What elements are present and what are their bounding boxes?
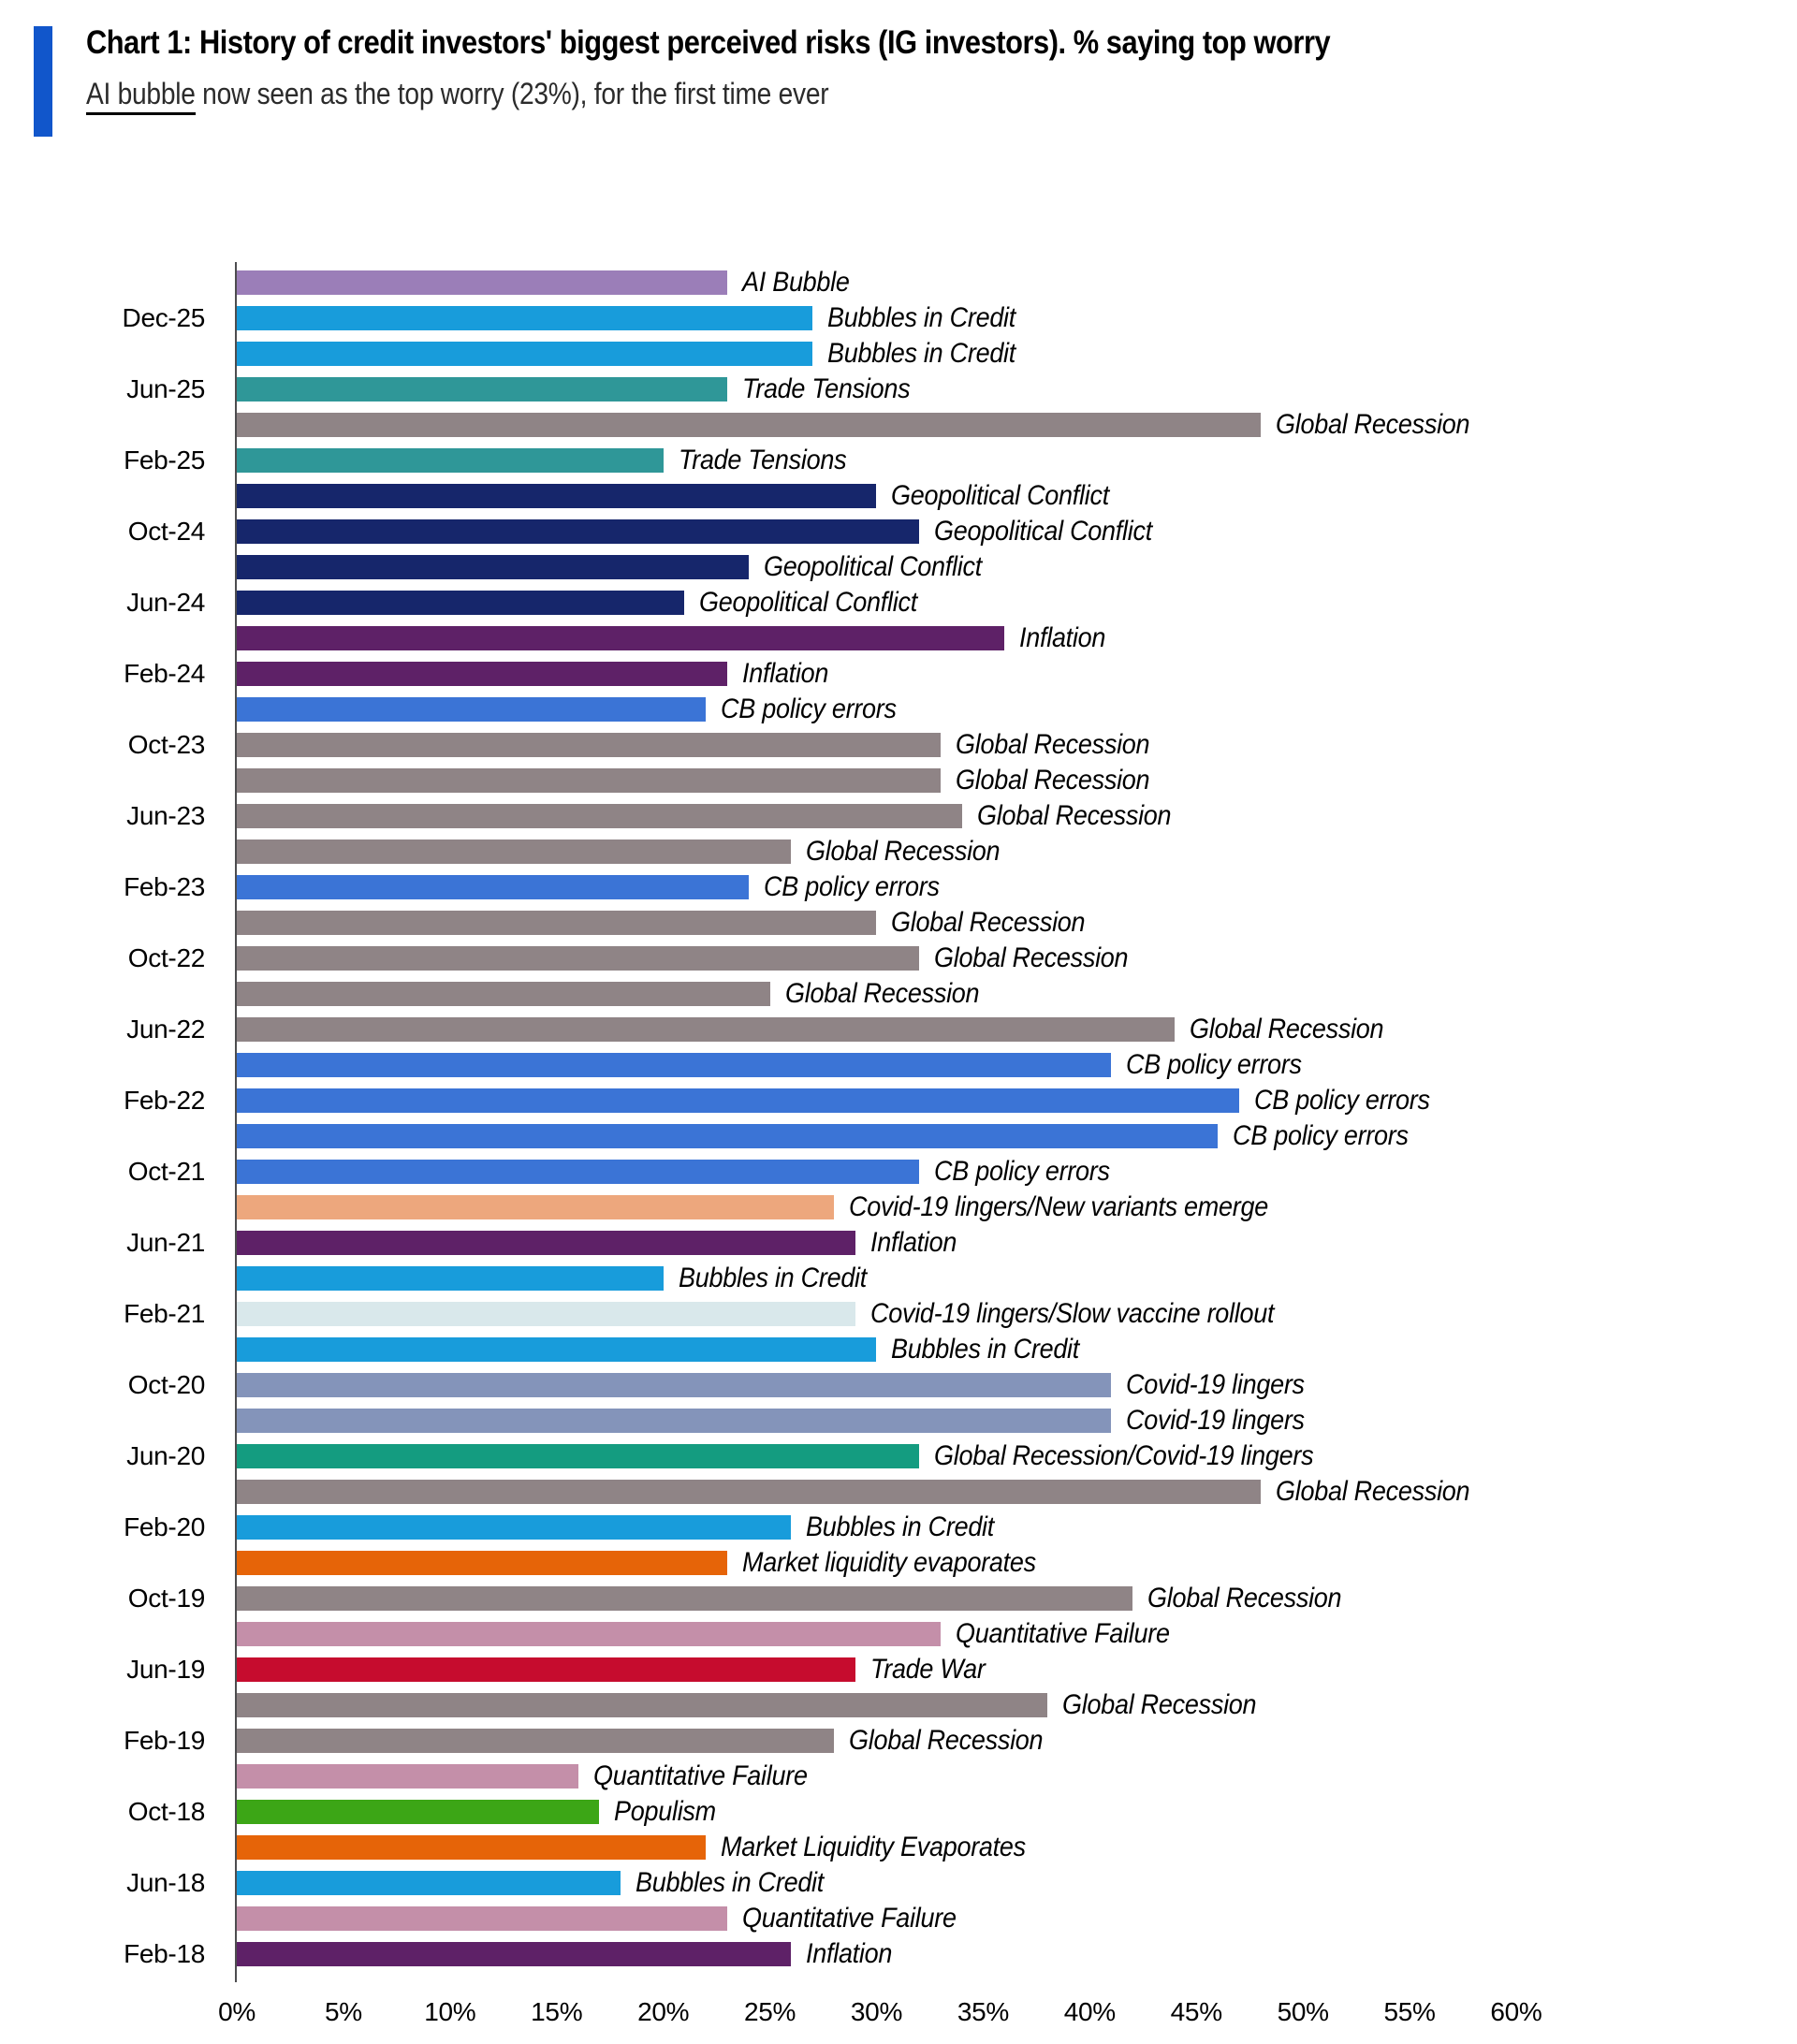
bar-row	[237, 1332, 1772, 1367]
global_recession-bar	[237, 840, 791, 864]
bubbles_in_credit-bar	[237, 1337, 876, 1362]
x-tick-label: 20%	[637, 1997, 690, 2026]
bubbles_in_credit-bar	[237, 1871, 621, 1895]
x-tick-label: 45%	[1170, 1997, 1222, 2026]
covid_lingers-bar	[237, 1409, 1111, 1433]
bar-row	[237, 1012, 1772, 1047]
chart-title: Chart 1: History of credit investors' biggest perceived risks (IG investors). % saying top worry	[86, 24, 1331, 61]
global_recession-bar	[237, 413, 1261, 437]
bar-row	[237, 1830, 1772, 1865]
cb_policy_errors-bar	[237, 1053, 1111, 1077]
global_recession-bar	[237, 804, 962, 828]
x-tick-label: 10%	[424, 1997, 476, 2026]
bar-label: Global Recession	[934, 942, 1129, 973]
market_liquidity-bar	[237, 1551, 727, 1575]
date-label: Jun-20	[126, 1441, 205, 1470]
bar-row	[237, 407, 1772, 443]
bar-row	[237, 1118, 1772, 1154]
bar-label: Global Recession	[1275, 1476, 1469, 1507]
date-label: Oct-24	[127, 517, 205, 546]
bar-label: Geopolitical Conflict	[891, 480, 1110, 511]
bar-label: Geopolitical Conflict	[699, 587, 918, 618]
trade_tensions-bar	[237, 377, 727, 402]
bar-label: Global Recession/Covid-19 lingers	[934, 1440, 1314, 1471]
global_recession-bar	[237, 1693, 1047, 1717]
bar-label: Bubbles in Credit	[891, 1334, 1080, 1365]
bar-row	[237, 1510, 1772, 1545]
date-label: Feb-24	[124, 659, 205, 688]
bar-row	[237, 336, 1772, 372]
bar-row	[237, 869, 1772, 905]
bar-label: Global Recession	[1190, 1014, 1384, 1044]
global_recession-bar	[237, 1586, 1132, 1611]
bar-row	[237, 727, 1772, 763]
covid_new_variants-bar	[237, 1195, 834, 1219]
date-label: Oct-21	[127, 1157, 205, 1186]
y-axis-labels	[0, 265, 220, 1972]
cb_policy_errors-bar	[237, 875, 749, 899]
x-tick-label: 15%	[531, 1997, 583, 2026]
x-tick-label: 40%	[1063, 1997, 1116, 2026]
bar-row	[237, 1474, 1772, 1510]
cb_policy_errors-bar	[237, 1124, 1218, 1148]
bar-row	[237, 905, 1772, 941]
bar-label: Global Recession	[1275, 409, 1469, 440]
bar-label: CB policy errors	[934, 1156, 1110, 1187]
quantitative_failure-bar	[237, 1906, 727, 1931]
geopolitical_conflict-bar	[237, 591, 684, 615]
x-tick-label: 0%	[218, 1997, 256, 2026]
date-label: Feb-23	[124, 872, 205, 901]
global_recession-bar	[237, 1480, 1261, 1504]
cb_policy_errors-bar	[237, 1160, 919, 1184]
bar-label: Trade War	[869, 1654, 986, 1685]
date-label: Dec-25	[122, 303, 205, 332]
bar-row	[237, 1545, 1772, 1581]
bar-row	[237, 1047, 1772, 1083]
bubbles_in_credit-bar	[237, 1515, 791, 1540]
global_recession-bar	[237, 1017, 1175, 1042]
bar-label: Global Recession	[784, 978, 979, 1009]
bar-label: Quantitative Failure	[955, 1618, 1170, 1649]
date-label: Feb-22	[124, 1086, 205, 1115]
inflation-bar	[237, 1231, 855, 1255]
date-label: Oct-18	[127, 1797, 205, 1826]
date-label: Feb-25	[124, 445, 205, 474]
bar-row	[237, 514, 1772, 549]
bar-label: Market liquidity evaporates	[742, 1547, 1036, 1578]
bar-plot-area	[237, 265, 1772, 1972]
bar-label: Inflation	[1019, 622, 1106, 653]
x-tick-label: 60%	[1490, 1997, 1542, 2026]
quantitative_failure-bar	[237, 1764, 578, 1788]
date-label: Jun-22	[126, 1015, 205, 1044]
bar-label: Bubbles in Credit	[678, 1263, 867, 1293]
bar-label: CB policy errors	[1126, 1049, 1302, 1080]
date-label: Oct-20	[127, 1370, 205, 1399]
date-label: Jun-19	[126, 1655, 205, 1684]
bar-row	[237, 656, 1772, 692]
x-tick-label: 55%	[1383, 1997, 1436, 2026]
bar-label: CB policy errors	[763, 871, 940, 902]
bar-row	[237, 798, 1772, 834]
bar-row	[237, 300, 1772, 336]
accent-bar	[34, 26, 52, 137]
bubbles_in_credit-bar	[237, 342, 812, 366]
cb_policy_errors-bar	[237, 1088, 1239, 1113]
bar-row	[237, 585, 1772, 620]
bar-label: Quantitative Failure	[742, 1903, 957, 1934]
bar-label: CB policy errors	[1233, 1120, 1409, 1151]
bar-row	[237, 1367, 1772, 1403]
x-axis-labels	[218, 1992, 1772, 2033]
bar-label: Bubbles in Credit	[806, 1511, 995, 1542]
bar-row	[237, 763, 1772, 798]
bar-label: Inflation	[869, 1227, 957, 1258]
date-label: Feb-18	[124, 1939, 205, 1968]
bar-label: Geopolitical Conflict	[934, 516, 1152, 547]
bar-row	[237, 1261, 1772, 1296]
bar-row	[237, 1438, 1772, 1474]
inflation-bar	[237, 662, 727, 686]
bar-row	[237, 1936, 1772, 1972]
bar-label: AI Bubble	[742, 267, 850, 298]
bar-label: CB policy errors	[1253, 1085, 1430, 1116]
populism-bar	[237, 1800, 599, 1824]
bar-label: Populism	[614, 1796, 717, 1827]
bar-label: Covid-19 lingers	[1126, 1405, 1305, 1436]
bar-row	[237, 1865, 1772, 1901]
date-label: Oct-23	[127, 730, 205, 759]
market_liquidity-bar	[237, 1835, 706, 1860]
date-label: Feb-21	[124, 1299, 205, 1328]
global_recession-bar	[237, 946, 919, 971]
geopolitical_conflict-bar	[237, 555, 749, 579]
cb_policy_errors-bar	[237, 697, 706, 722]
ai_bubble-bar	[237, 270, 727, 295]
bar-row	[237, 976, 1772, 1012]
bar-label: Global Recession	[848, 1725, 1044, 1756]
bar-row	[237, 1083, 1772, 1118]
bar-label: Covid-19 lingers/New variants emerge	[848, 1191, 1268, 1222]
geopolitical_conflict-bar	[237, 519, 919, 544]
bar-row	[237, 1190, 1772, 1225]
x-tick-label: 50%	[1277, 1997, 1329, 2026]
bar-label: Market Liquidity Evaporates	[721, 1832, 1027, 1862]
date-label: Jun-25	[126, 374, 205, 403]
date-label: Jun-18	[126, 1868, 205, 1897]
bar-row	[237, 620, 1772, 656]
recession_covid-bar	[237, 1444, 919, 1468]
covid_lingers-bar	[237, 1373, 1111, 1397]
global_recession-bar	[237, 911, 876, 935]
bar-row	[237, 1154, 1772, 1190]
x-tick-label: 5%	[324, 1997, 362, 2026]
subtitle-text: now seen as the top worry (23%), for the first time ever	[195, 77, 829, 110]
covid_slow_vaccine-bar	[237, 1302, 855, 1326]
bar-row	[237, 1794, 1772, 1830]
bar-label: Inflation	[806, 1938, 893, 1969]
bubbles_in_credit-bar	[237, 306, 812, 330]
bar-label: Bubbles in Credit	[827, 302, 1016, 333]
date-label: Oct-19	[127, 1584, 205, 1613]
date-label: Feb-20	[124, 1512, 205, 1541]
quantitative_failure-bar	[237, 1622, 941, 1646]
bar-row	[237, 1616, 1772, 1652]
date-label: Jun-21	[126, 1228, 205, 1257]
date-label: Jun-23	[126, 801, 205, 830]
bar-label: Trade Tensions	[678, 445, 846, 475]
bar-row	[237, 1759, 1772, 1794]
bar-row	[237, 549, 1772, 585]
bar-label: Global Recession	[955, 765, 1150, 796]
geopolitical_conflict-bar	[237, 484, 876, 508]
inflation-bar	[237, 1942, 791, 1966]
bar-row	[237, 1901, 1772, 1936]
date-label: Oct-22	[127, 943, 205, 972]
trade_tensions-bar	[237, 448, 664, 473]
bar-label: Trade Tensions	[742, 373, 911, 404]
bar-row	[237, 692, 1772, 727]
bar-label: Global Recession	[1147, 1583, 1342, 1613]
bar-label: Covid-19 lingers	[1126, 1369, 1305, 1400]
subtitle-highlight: AI bubble	[86, 77, 196, 115]
bar-label: Quantitative Failure	[592, 1760, 808, 1791]
global_recession-bar	[237, 982, 770, 1006]
bar-row	[237, 941, 1772, 976]
bar-label: Global Recession	[806, 836, 1001, 867]
x-tick-label: 25%	[743, 1997, 796, 2026]
x-tick-label: 30%	[850, 1997, 903, 2026]
x-tick-label: 35%	[957, 1997, 1009, 2026]
bar-row	[237, 1403, 1772, 1438]
bar-row	[237, 834, 1772, 869]
global_recession-bar	[237, 733, 941, 757]
bar-label: Global Recession	[976, 800, 1171, 831]
bubbles_in_credit-bar	[237, 1266, 664, 1291]
bar-label: Covid-19 lingers/Slow vaccine rollout	[869, 1298, 1274, 1329]
bar-label: Global Recession	[1061, 1689, 1257, 1720]
bar-row	[237, 1225, 1772, 1261]
date-label: Feb-19	[124, 1726, 205, 1755]
bar-label: Bubbles in Credit	[636, 1867, 825, 1898]
bar-row	[237, 265, 1772, 300]
bar-row	[237, 443, 1772, 478]
global_recession-bar	[237, 768, 941, 793]
bar-row	[237, 1652, 1772, 1687]
bar-label: Geopolitical Conflict	[763, 551, 982, 582]
bar-label: Inflation	[742, 658, 829, 689]
bar-label: Bubbles in Credit	[827, 338, 1016, 369]
bar-label: Global Recession	[891, 907, 1086, 938]
bar-row	[237, 478, 1772, 514]
bar-row	[237, 372, 1772, 407]
bar-row	[237, 1296, 1772, 1332]
bar-label: CB policy errors	[721, 694, 897, 724]
bar-row	[237, 1581, 1772, 1616]
bar-label: Global Recession	[955, 729, 1150, 760]
date-label: Jun-24	[126, 588, 205, 617]
global_recession-bar	[237, 1729, 834, 1753]
trade_war-bar	[237, 1657, 855, 1682]
inflation-bar	[237, 626, 1004, 650]
chart-subtitle	[86, 77, 828, 111]
bar-row	[237, 1687, 1772, 1723]
bar-row	[237, 1723, 1772, 1759]
